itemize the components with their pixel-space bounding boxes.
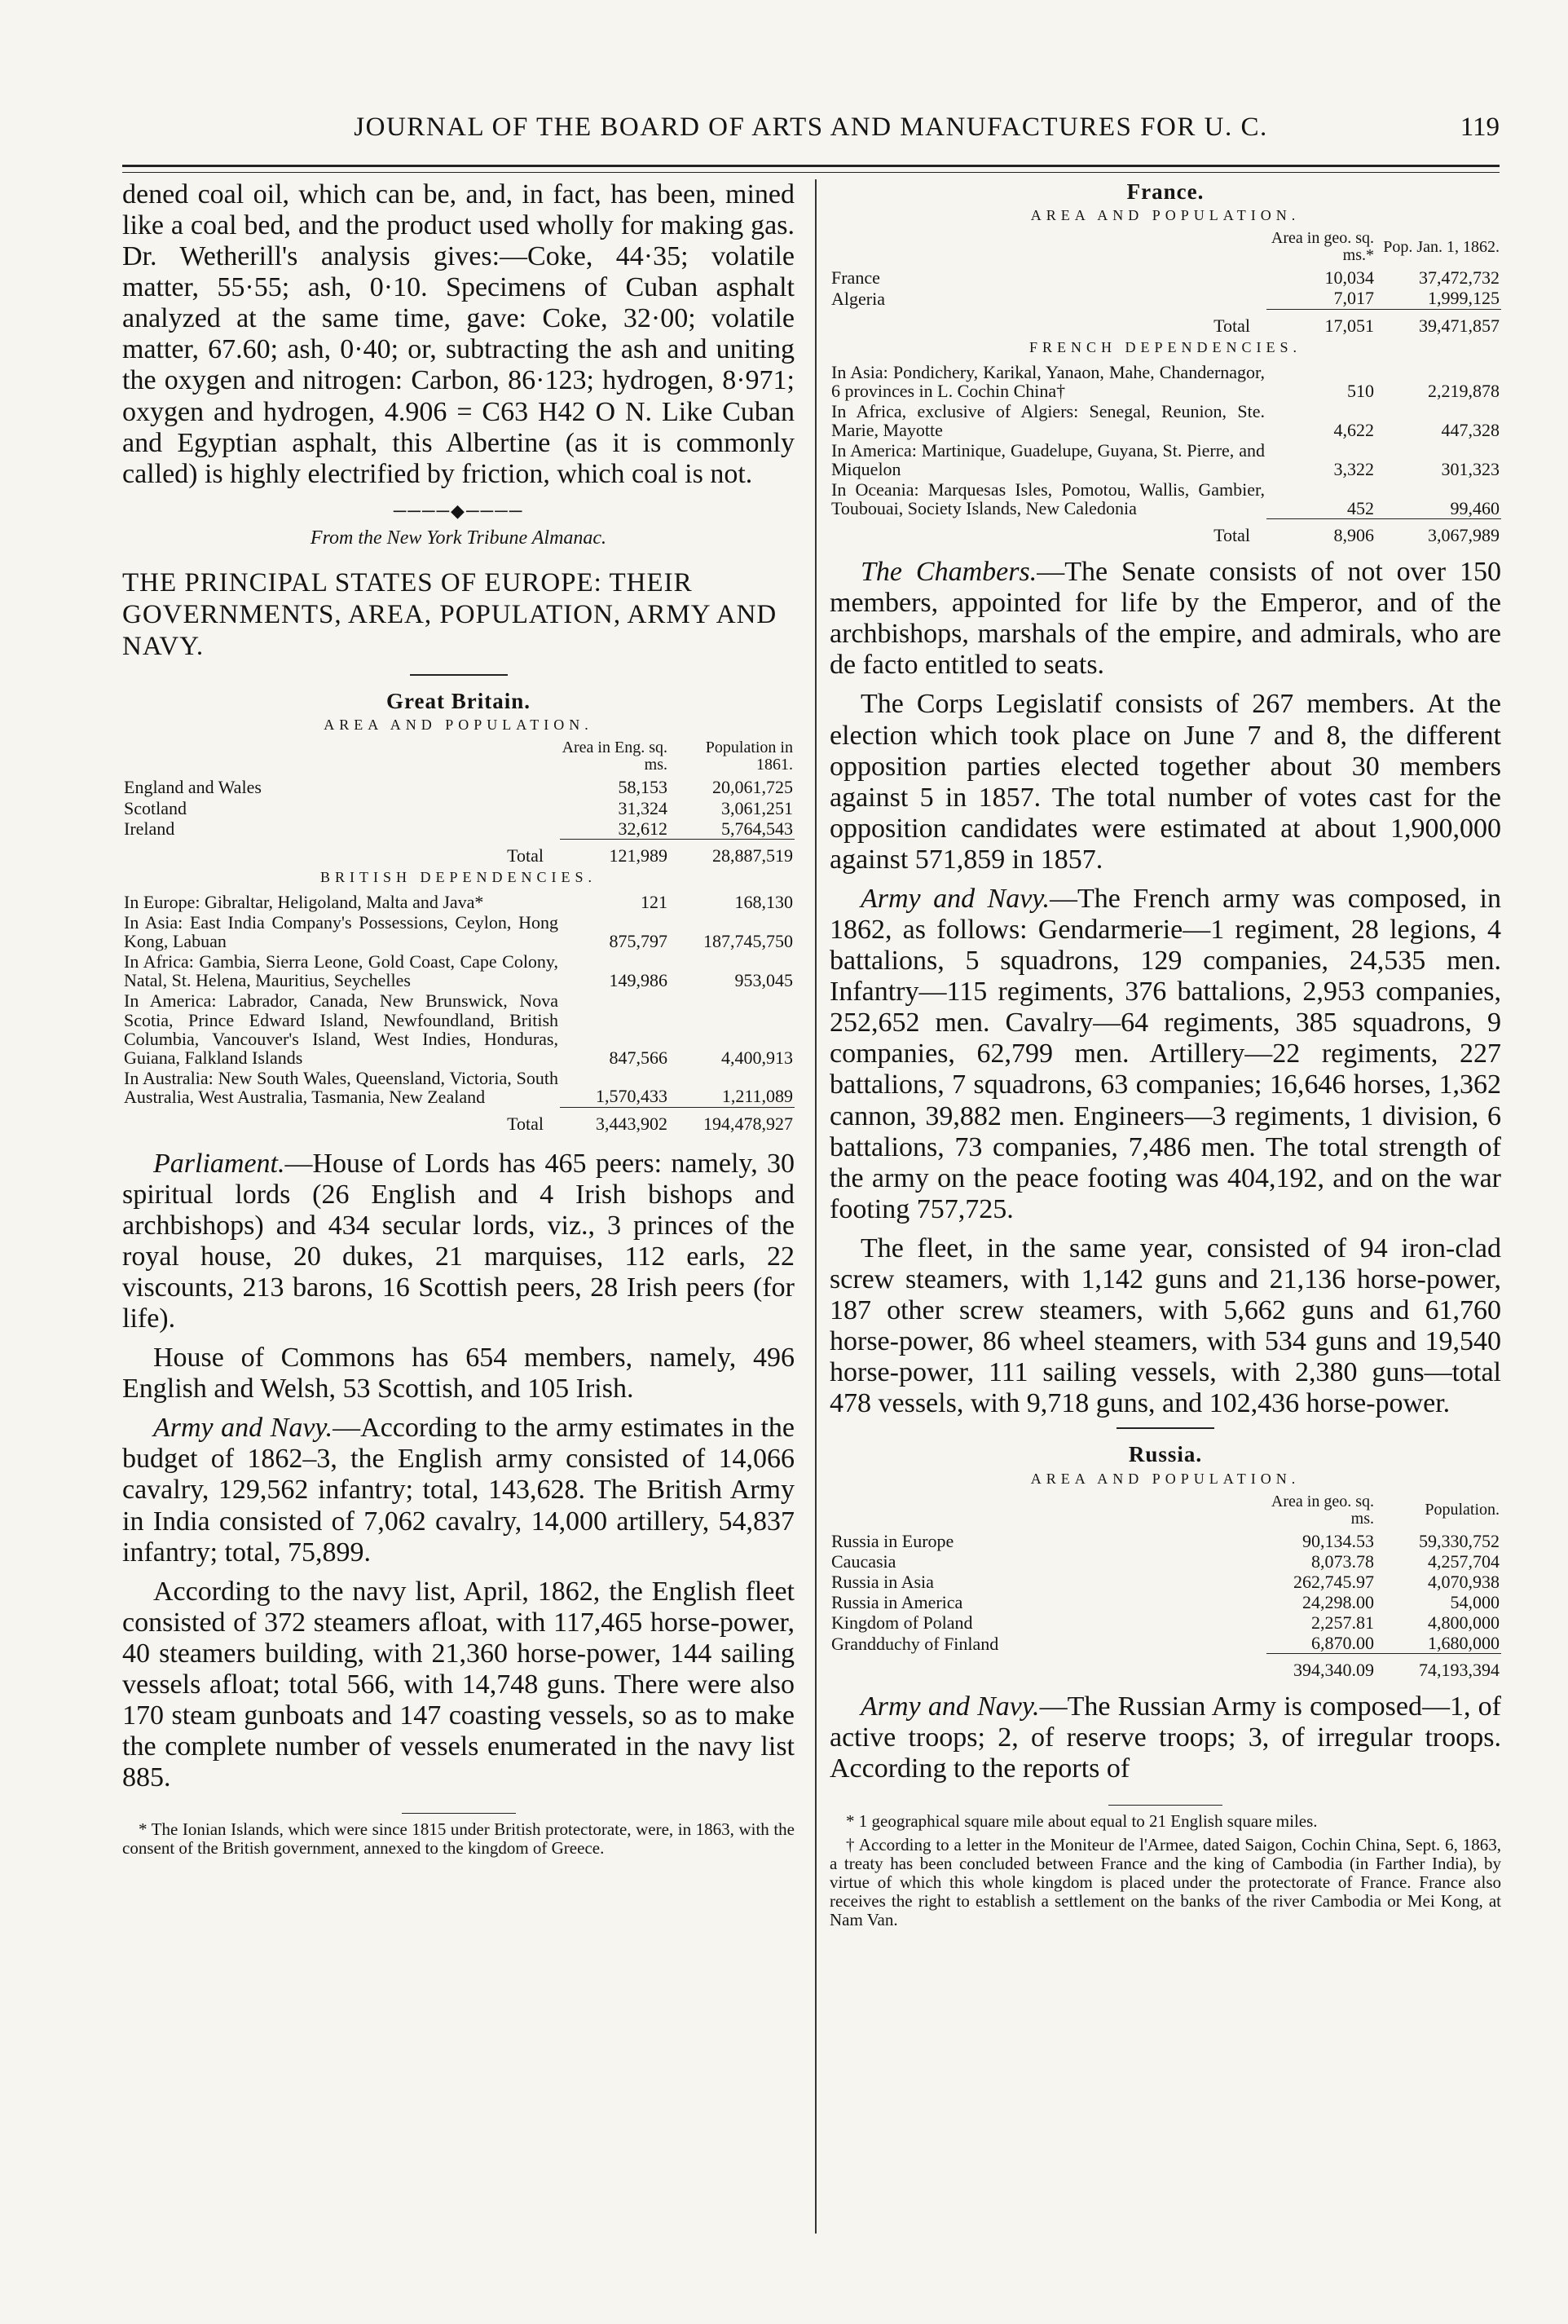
fr-subhead: AREA AND POPULATION. [1030,207,1301,224]
table-total-row: Total 3,443,902 194,478,927 [122,1107,795,1134]
fr-title: France. [1126,179,1205,204]
table-row: France 10,034 37,472,732 [831,267,1500,289]
ru-col-area: Area in geo. sq. ms. [1271,1492,1374,1528]
ru-col-pop: Population. [1425,1501,1500,1519]
table-row: Russia in America 24,298.00 54,000 [831,1591,1500,1612]
gb-title: Great Britain. [386,689,531,714]
column-divider [815,179,817,2234]
chambers-paragraph: The Chambers.—The Senate consists of not over 150 members, appointed for life by the Emperor, and of the archbishops, marshals of the empire, and admirals, who are de facto entitled to seats. [830,557,1501,681]
table-row: Caucasia 8,073.78 4,257,704 [831,1550,1500,1572]
fr-fleet-paragraph: The fleet, in the same year, consisted of 94 iron-clad screw steamers, with 1,142 guns and 21,136 horse-power, 187 other screw steamers, with 5,662 guns and 61,760 horse-power, 86 wheel steamers, with 534 guns and 19,540 horse-power, 111 sailing vessels, with 2,380 guns—total 478 vessels, with 9,718 guns, and 102,436 horse-power. [830,1233,1501,1419]
right-column [830,179,1501,1934]
table-row: Russia in Europe 90,134.53 59,330,752 [831,1530,1500,1551]
footnote-square-mile: * 1 geographical square mile about equal to 21 English square miles. [846,1810,1318,1831]
table-total-row: Total 121,989 28,887,519 [122,839,795,866]
header-rule [122,165,1500,173]
table-row: In Oceania: Marquesas Isles, Pomotou, Wallis, Gambier, Toubouai, Society Islands, New Caledonia 452 99,460 [831,479,1500,519]
section-rule [1117,1427,1214,1429]
fr-col-pop: Pop. Jan. 1, 1862. [1383,237,1500,256]
fd-subhead: FRENCH DEPENDENCIES. [1028,338,1302,355]
table-row: Algeria 7,017 1,999,125 [831,288,1500,309]
footnote-rule [1108,1805,1222,1806]
footnote-rule [402,1813,516,1814]
gb-col-pop: Population in 1861. [705,739,793,774]
source-credit: From the New York Tribune Almanac. [310,527,607,549]
gb-army-paragraph: Army and Navy.—According to the army estimates in the budget of 1862–3, the English army consisted of 14,066 cavalry, 129,562 infantry; total, 143,628. The British Army in India consisted of 7,062 cavalry, 14,000 artillery, 54,837 infantry; total, 75,899. [122,1413,795,1568]
table-row: Ireland 32,612 5,764,543 [124,818,793,840]
heading-rule [410,674,508,676]
table-row: Russia in Asia 262,745.97 4,070,938 [831,1571,1500,1592]
left-footnotes [122,1813,795,1858]
parliament-paragraph: Parliament.—House of Lords has 465 peers: namely, 30 spiritual lords (26 English and 4 Irish bishops and archbishops) and 434 secular lords, viz., 3 princes of the royal house, 20 dukes, 21 marquises, 112 earls, 22 viscounts, 213 barons, 16 Scottish peers, 28 Irish peers (for life). [122,1148,795,1334]
table-row: In Europe: Gibraltar, Heligoland, Malta and Java* 121 168,130 [124,892,793,913]
running-title: JOURNAL OF THE BOARD OF ARTS AND MANUFACTURES FOR U. C. [354,112,1268,142]
coal-oil-paragraph: dened coal oil, which can be, and, in fact, has been, mined like a coal bed, and the product used wholly for making gas. Dr. Wetherill's analysis gives:—Coke, 44·35; volatile matter, 55·55; ash, 0·10. Specimens of Cuban asphalt analyzed at the same time, gave: Coke, 32·00; volatile matter, 67.60; ash, 0·40; or, subtracting the ash and uniting the oxygen and nitrogen: Carbon, 86·123; hydrogen, 8·971; oxygen and hydrogen, 4.906 = C63 H42 O N. Like Cuban and Egyptian asphalt, this Albertine (as it is commonly called) is highly electrified by friction, which coal is not. [122,179,795,489]
gb-table [122,739,795,865]
footnote-cambodia: † According to a letter in the Moniteur de l'Armee, dated Saigon, Cochin China, Sept. 6, 1863, a treaty has been concluded between France and the king of Cambodia (in Farther India), by virtue of which this whole kingdom is placed under the protectorate of France. France also receives the right to establish a settlement on the banks of the river Cambodia or Mei Kong, at Nam Van. [830,1834,1501,1930]
left-column [122,179,795,1863]
fr-table [830,230,1501,335]
footnote-ionian: * The Ionian Islands, which were since 1815 under British protectorate, were, in 1863, with the consent of the British government, annexed to the kingdom of Greece. [122,1819,795,1859]
table-row: In Australia: New South Wales, Queensland, Victoria, South Australia, West Australia, Tasmania, New Zealand 1,570,433 1,211,089 [124,1067,793,1107]
table-row: In Africa, exclusive of Algiers: Senegal, Reunion, Ste. Marie, Mayotte 4,622 447,328 [831,401,1500,441]
table-total-row: 394,340.09 74,193,394 [830,1654,1501,1681]
article-heading: THE PRINCIPAL STATES OF EUROPE: THEIR GOVERNMENTS, AREA, POPULATION, ARMY AND NAVY. [122,568,777,662]
page-number: 119 [1460,112,1500,142]
table-row: In America: Labrador, Canada, New Brunswick, Nova Scotia, Prince Edward Island, Newfoundland, British Columbia, Vancouver's Island, West Indies, Honduras, Guiana, Falkland Islands 847,566 4,400,913 [124,990,793,1068]
ru-table [830,1493,1501,1681]
bd-table [122,892,795,1134]
fr-army-paragraph: Army and Navy.—The French army was composed, in 1862, as follows: Gendarmerie—1 regiment, 28 legions, 4 battalions, 5 squadrons, 129 companies, 24,535 men. Infantry—115 regiments, 376 battalions, 2,953 companies, 252,652 men. Cavalry—64 regiments, 385 squadrons, 9 companies, 62,799 men. Artillery—22 regiments, 227 battalions, 7 squadrons, 63 companies; 16,646 horses, 1,362 cannon, 39,882 men. Engineers—3 regiments, 1 division, 6 battalions, 73 companies, 7,486 men. The total strength of the army on the peace footing was 404,192, and on the war footing 757,725. [830,883,1501,1224]
ru-title: Russia. [1128,1442,1203,1467]
corps-paragraph: The Corps Legislatif consists of 267 members. At the election which took place on June 7 and 8, the different opposition parties elected together about 30 members against 5 in 1857. The total number of votes cast for the opposition candidates were estimated at about 1,900,000 against 571,859 in 1857. [830,689,1501,875]
table-row: In Africa: Gambia, Sierra Leone, Gold Coast, Cape Colony, Natal, St. Helena, Mauritius, Seychelles 149,986 953,045 [124,951,793,991]
table-row: In Asia: East India Company's Possessions, Ceylon, Hong Kong, Labuan 875,797 187,745,750 [124,912,793,952]
fr-col-area: Area in geo. sq. ms.* [1271,229,1374,265]
table-row: England and Wales 58,153 20,061,725 [124,777,793,798]
table-row: In America: Martinique, Guadelupe, Guyana, St. Pierre, and Miquelon 3,322 301,323 [831,440,1500,480]
ru-army-paragraph: Army and Navy.—The Russian Army is composed—1, of active troops; 2, of reserve troops; 3, of irregular troops. According to the reports of [830,1691,1501,1784]
table-row: Scotland 31,324 3,061,251 [124,797,793,818]
right-footnotes [830,1805,1501,1930]
section-ornament: ────◆──── [393,500,524,521]
fd-table [830,362,1501,545]
table-total-row: Total 8,906 3,067,989 [830,519,1501,546]
table-row: Kingdom of Poland 2,257.81 4,800,000 [831,1612,1500,1634]
commons-paragraph: House of Commons has 654 members, namely, 496 English and Welsh, 53 Scottish, and 105 Irish. [122,1343,795,1405]
table-total-row: Total 17,051 39,471,857 [830,309,1501,336]
gb-subhead: AREA AND POPULATION. [324,717,593,734]
table-row: Grandduchy of Finland 6,870.00 1,680,000 [831,1633,1500,1654]
gb-navy-paragraph: According to the navy list, April, 1862, the English fleet consisted of 372 steamers afloat, with 117,465 horse-power, 40 steamers building, with 21,360 horse-power, 144 sailing vessels afloat; total 566, with 14,748 guns. There were also 170 steam gunboats and 147 coasting vessels, so as to make the complete number of vessels enumerated in the navy list 885. [122,1576,795,1793]
table-row: In Asia: Pondichery, Karikal, Yanaon, Mahe, Chandernagor, 6 provinces in L. Cochin China† 510 2,219,878 [831,361,1500,401]
ru-subhead: AREA AND POPULATION. [1030,1470,1301,1487]
gb-col-area: Area in Eng. sq. ms. [562,739,667,774]
page-header [122,112,1500,153]
bd-subhead: BRITISH DEPENDENCIES. [319,868,597,885]
